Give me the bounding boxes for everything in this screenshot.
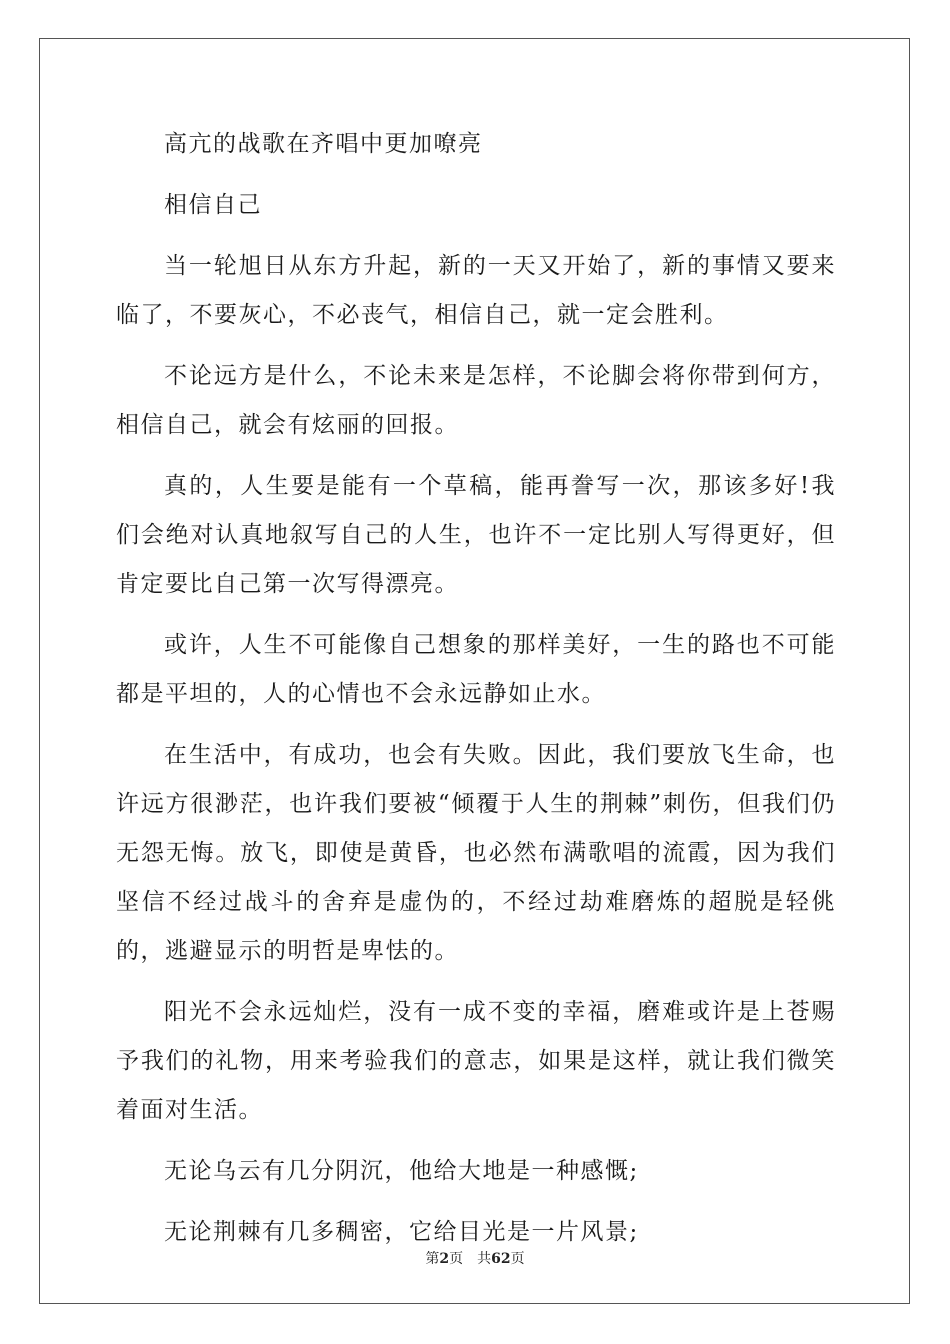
paragraph: 当一轮旭日从东方升起，新的一天又开始了，新的事情又要来临了，不要灰心，不必丧气，相信自己，就一定会胜利。	[116, 253, 836, 328]
paragraph: 在生活中，有成功，也会有失败。因此，我们要放飞生命，也许远方很渺茫，也许我们要被“倾覆于人生的荆棘”刺伤，但我们仍无怨无悔。放飞，即使是黄昏，也必然布满歌唱的流霞，因为我们坚信不经过战斗的舍弃是虚伪的，不经过劫难磨炼的超脱是轻佻的，逃避显示的明哲是卑怯的。	[116, 742, 836, 964]
total-page-number: 62	[491, 1251, 511, 1267]
page-suffix: 页	[510, 1251, 525, 1267]
paragraph: 无论乌云有几分阴沉，他给大地是一种感慨;	[164, 1158, 639, 1184]
paragraph: 相信自己	[164, 192, 262, 218]
document-body	[116, 120, 836, 1269]
page-mid: 页 共	[449, 1251, 492, 1267]
paragraph: 阳光不会永远灿烂，没有一成不变的幸福，磨难或许是上苍赐予我们的礼物，用来考验我们的意志，如果是这样，就让我们微笑着面对生活。	[116, 999, 836, 1123]
paragraph: 真的，人生要是能有一个草稿，能再誊写一次，那该多好!我们会绝对认真地叙写自己的人生，也许不一定比别人写得更好，但肯定要比自己第一次写得漂亮。	[116, 473, 836, 597]
paragraph: 无论荆棘有几多稠密，它给目光是一片风景;	[164, 1219, 639, 1245]
page-prefix: 第	[425, 1251, 440, 1267]
page-footer	[0, 1248, 950, 1268]
paragraph: 或许，人生不可能像自己想象的那样美好，一生的路也不可能都是平坦的，人的心情也不会永远静如止水。	[116, 632, 836, 707]
paragraph: 不论远方是什么，不论未来是怎样，不论脚会将你带到何方，相信自己，就会有炫丽的回报。	[116, 363, 836, 438]
paragraph: 高亢的战歌在齐唱中更加嘹亮	[164, 131, 483, 157]
current-page-number: 2	[439, 1251, 450, 1267]
